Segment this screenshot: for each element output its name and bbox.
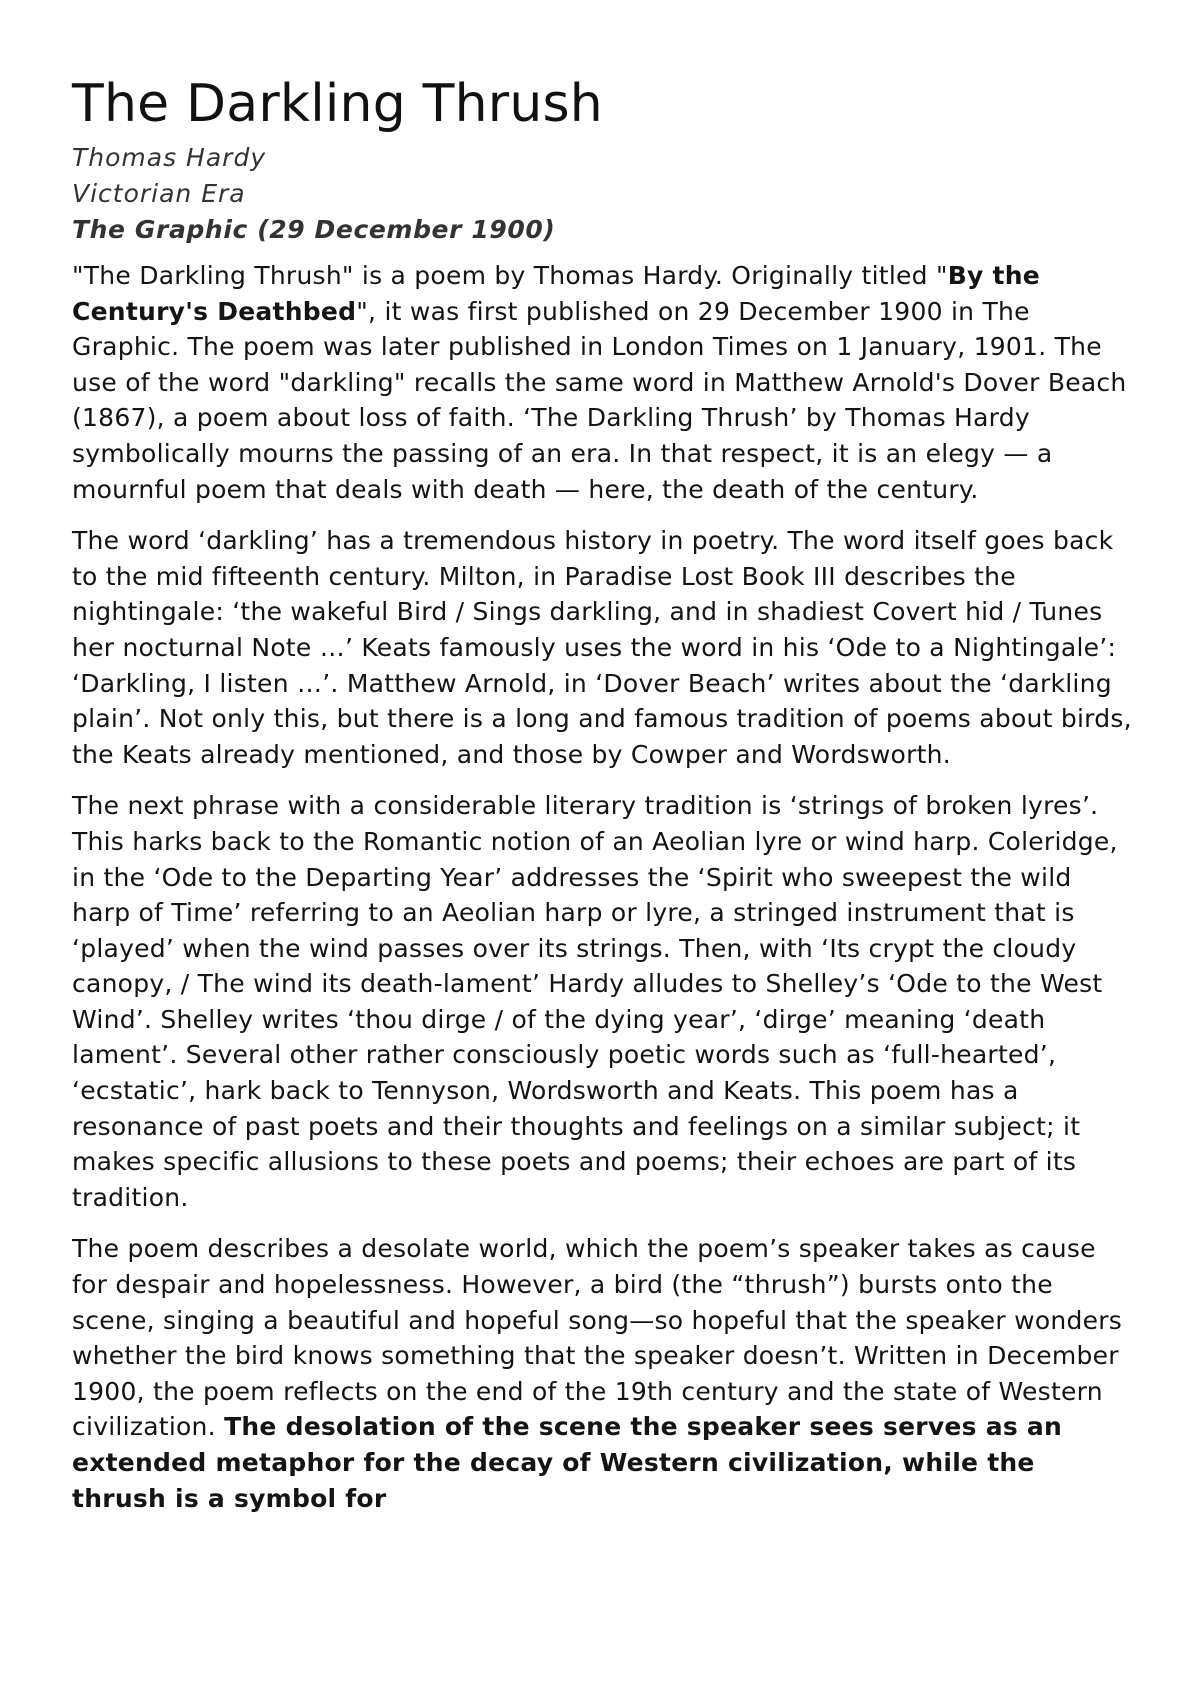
paragraph-4-bold-text: The desolation of the scene the speaker sees serves as an extended metaphor for the decay of Western civilization, while the thrush is a symbol for [72, 1412, 1063, 1513]
publication-line: The Graphic (29 December 1900) [72, 215, 556, 244]
paragraph-1-text-a: "The Darkling Thrush" is a poem by Thomas Hardy. Originally titled " [72, 261, 948, 290]
document-title: The Darkling Thrush [72, 74, 603, 134]
paragraph-3: The next phrase with a considerable literary tradition is ‘strings of broken lyres’. This harks back to the Romantic notion of an Aeolian lyre or wind harp. Coleridge, in the ‘Ode to the Departing Year’ addresses the ‘Spirit who sweepest the wild harp of Time’ referring to an Aeolian harp or lyre, a stringed instrument that is ‘played’ when the wind passes over its strings. Then, with ‘Its crypt the cloudy canopy, / The wind its death-lament’ Hardy alludes to Shelley’s ‘Ode to the West Wind’. Shelley writes ‘thou dirge / of the dying year’, ‘dirge’ meaning ‘death lament’. Several other rather consciously poetic words such as ‘full-hearted’, ‘ecstatic’, hark back to Tennyson, Wordsworth and Keats. This poem has a resonance of past poets and their thoughts and feelings on a similar subject; it makes specific allusions to these poets and poems; their echoes are part of its tradition. [72, 791, 1118, 1212]
paragraph-1 [72, 258, 1132, 507]
paragraph-2: The word ‘darkling’ has a tremendous history in poetry. The word itself goes back to the mid fifteenth century. Milton, in Paradise Lost Book III describes the nightingale: ‘the wakeful Bird / Sings darkling, and in shadiest Covert hid / Tunes her nocturnal Note …’ Keats famously uses the word in his ‘Ode to a Nightingale’: ‘Darkling, I listen …’. Matthew Arnold, in ‘Dover Beach’ writes about the ‘darkling plain’. Not only this, but there is a long and famous tradition of poems about birds, the Keats already mentioned, and those by Cowper and Wordsworth. [72, 526, 1132, 769]
document-page [72, 72, 1132, 1532]
paragraph-1-bold-title: By the Century's Deathbed [72, 261, 1040, 326]
document-body [72, 258, 1132, 1516]
era-line: Victorian Era [72, 179, 246, 208]
author-line: Thomas Hardy [72, 143, 267, 172]
paragraph-4-text: The poem describes a desolate world, which the poem’s speaker takes as cause for despair and hopelessness. However, a bird (the “thrush”) bursts onto the scene, singing a beautiful and hopeful song—so hopeful that the speaker wonders whether the bird knows something that the speaker doesn’t. Written in December 1900, the poem reflects on the end of the 19th century and the state of Western civilization. [72, 1234, 1123, 1442]
paragraph-4 [72, 1231, 1132, 1516]
paragraph-1-text-b: ", it was first published on 29 December 1900 in The Graphic. The poem was later published in London Times on 1 January, 1901. The use of the word "darkling" recalls the same word in Matthew Arnold's Dover Beach (1867), a poem about loss of faith. ‘The Darkling Thrush’ by Thomas Hardy symbolically mourns the passing of an era. In that respect, it is an elegy — a mournful poem that deals with death — here, the death of the century. [72, 296, 1127, 504]
